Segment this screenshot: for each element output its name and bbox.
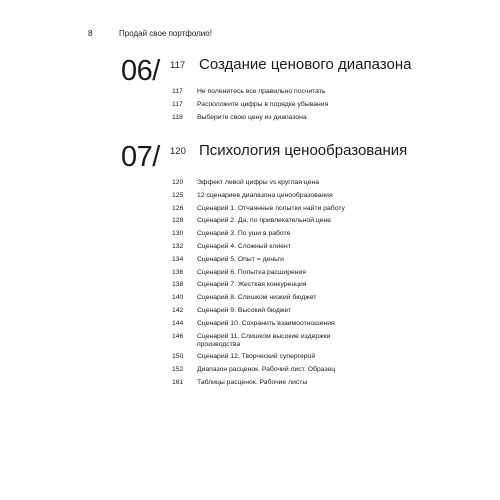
toc-entry-title: Сценарий 4. Сложный клиент: [197, 242, 291, 250]
page-number: 8: [88, 29, 93, 38]
chapter-start-page: 117: [170, 60, 186, 71]
toc-entry-page: 161: [172, 378, 184, 386]
toc-entry-title: Эффект левой цифры vs круглая цена: [197, 179, 320, 186]
toc-entry-title: Расположите цифры в порядке убывания: [197, 100, 329, 108]
book-title: Продай свое портфолио!: [119, 29, 212, 38]
toc-entry-page: 140: [172, 294, 184, 302]
toc-entry-page: 128: [172, 217, 184, 225]
toc-entry-title: Не поленитесь все правильно посчитать: [197, 88, 326, 95]
toc-entry-title: Выберите свою цену из диапазона: [197, 113, 307, 121]
toc-entry-page: 136: [172, 268, 184, 276]
toc-entry-title: Сценарий 9. Высокий бюджет: [197, 306, 292, 314]
running-head: [88, 29, 212, 39]
toc-entry-title: Сценарий 1. Отчаянные попытки найти работу: [197, 204, 345, 212]
toc-entry-page: 142: [172, 306, 184, 314]
toc-entry-title: Таблицы расценок. Рабочие листы: [197, 378, 308, 386]
toc-entry-title: Сценарий 10. Сохранить взаимоотношения: [197, 319, 335, 327]
toc-entry-page: 118: [172, 113, 183, 121]
toc-entry-page: 144: [172, 319, 184, 327]
toc-entry-title: Сценарий 6. Попытка расширения: [197, 268, 306, 276]
toc-entry-page: 126: [172, 204, 184, 212]
toc-entry-title: Сценарий 3. По уши в работе: [197, 230, 291, 238]
toc-entry-page: 120: [172, 179, 184, 186]
toc-entry-title: Сценарий 12. Творческий супергерой: [197, 353, 316, 361]
toc-entry-title: Сценарий 7. Жесткая конкуренция: [197, 281, 307, 289]
toc-entry-page: 132: [172, 242, 184, 250]
toc-entry-page: 152: [172, 366, 184, 374]
chapter-title: Создание ценового диапазона: [199, 56, 412, 73]
toc-entry-title: Сценарий 2. Да, по привлекательной цене: [197, 217, 332, 225]
toc-entry-page: 125: [172, 191, 184, 199]
toc-entry-page: 150: [172, 353, 184, 361]
chapter-number: 07/: [121, 141, 160, 173]
toc-entry-page: 146: [172, 332, 184, 340]
toc-entry-page: 130: [172, 230, 184, 238]
toc-entry-title: Сценарий 5. Опыт = деньги: [197, 255, 284, 263]
toc-entry-page: 117: [172, 88, 183, 95]
chapter-number: 06/: [121, 55, 160, 87]
toc-entry-title: Сценарий 8. Слишком низкий бюджет: [197, 294, 317, 302]
toc-entry-page: 117: [172, 100, 183, 108]
toc-entry-page: 138: [172, 281, 184, 289]
toc-entry-page: 134: [172, 255, 184, 263]
toc-entry-title: Диапазон расценок. Рабочий лист. Образец: [197, 366, 336, 374]
toc-entry-title: 12 сценариев диапазона ценообразования: [197, 191, 333, 199]
chapter-start-page: 120: [170, 146, 186, 157]
chapter-title: Психология ценообразования: [199, 142, 408, 159]
toc-entry-title: Сценарий 11. Слишком высокие издержки производства: [197, 332, 331, 348]
